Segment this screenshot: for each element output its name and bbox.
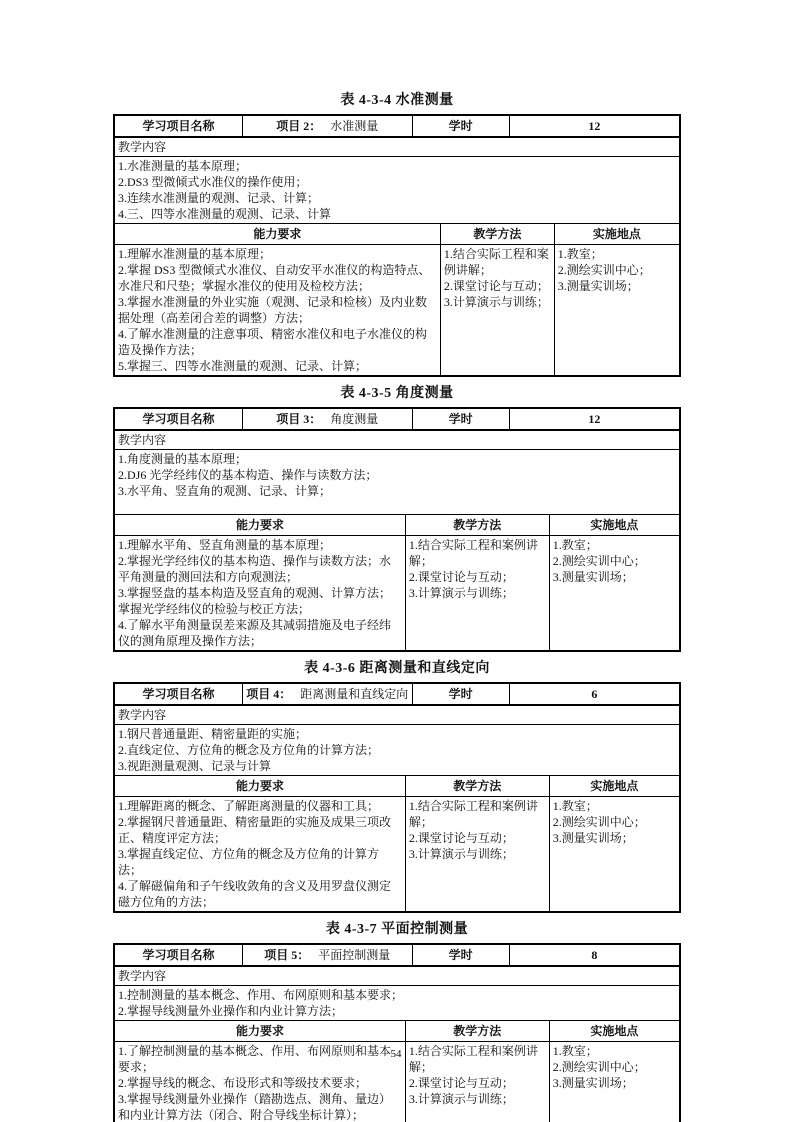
- text-line: 3.测量实训场；: [552, 831, 634, 845]
- project-name: 平面控制测量: [318, 948, 391, 962]
- text-line: 4.了解水平角测量误差来源及其减弱措施及电子经纬仪的测角原理及操作方法；: [118, 618, 392, 648]
- location-label: 实施地点: [554, 224, 679, 244]
- content-text: [115, 725, 679, 775]
- page-number: 54: [390, 1048, 402, 1060]
- hours-value: 6: [509, 684, 679, 704]
- section-header-row: [115, 514, 679, 535]
- content-row: [115, 985, 679, 1020]
- section-header-row: [115, 775, 679, 796]
- text-line: 2.测绘实训中心；: [557, 263, 651, 277]
- section-header-row: [115, 223, 679, 244]
- table-level-survey: [113, 114, 681, 377]
- text-line: 2.课堂讨论与互动；: [408, 1076, 514, 1090]
- section-body-row: [115, 535, 679, 650]
- text-line: 2.课堂讨论与互动；: [408, 831, 514, 845]
- table-plane-control-survey: [113, 943, 681, 1122]
- text-line: 4.三、四等水准测量的观测、记录、计算: [118, 207, 332, 221]
- hours-label: 学时: [412, 116, 509, 136]
- text-line: 3.连续水准测量的观测、记录、计算；: [118, 191, 320, 205]
- table-caption-1: 表 4-3-4 水准测量: [340, 93, 454, 108]
- location-text: [549, 536, 679, 650]
- table-header-row: [115, 409, 679, 429]
- table-header-row: [115, 945, 679, 965]
- text-line: 3.计算演示与训练；: [408, 847, 514, 861]
- ability-text: [115, 797, 405, 911]
- content-label-row: [115, 704, 679, 724]
- text-line: 1.角度测量的基本原理；: [118, 452, 248, 466]
- ability-text: [115, 245, 440, 375]
- project-name-label: 学习项目名称: [142, 119, 215, 133]
- text-line: 1.理解水平角、竖直角测量的基本原理；: [118, 538, 332, 552]
- text-line: 1.控制测量的基本概念、作用、布网原则和基本要求；: [118, 988, 404, 1002]
- text-line: 1.结合实际工程和案例讲解；: [408, 1044, 538, 1074]
- text-line: 2.掌握导线测量外业操作和内业计算方法；: [118, 1004, 344, 1018]
- content-label-row: [115, 429, 679, 449]
- text-line: 2.直线定位、方位角的概念及方位角的计算方法；: [118, 743, 380, 757]
- text-line: 1.钢尺普通量距、精密量距的实施；: [118, 727, 308, 741]
- content-row: [115, 724, 679, 775]
- method-label: 教学方法: [405, 515, 549, 535]
- text-line: 2.DJ6 光学经纬仪的基本构造、操作与读数方法；: [118, 468, 378, 482]
- text-line: 3.掌握水准测量的外业实施（观测、记录和检核）及内业数据处理（高差闭合差的调整）方法；: [118, 295, 428, 325]
- text-line: 3.视距测量观测、记录与计算: [118, 759, 272, 773]
- section-header-row: [115, 1020, 679, 1041]
- text-line: 2.DS3 型微倾式水准仪的操作使用；: [118, 175, 308, 189]
- project-name-label: 学习项目名称: [142, 687, 215, 701]
- text-line: 1.教室；: [552, 1044, 598, 1058]
- text-line: 1.理解水准测量的基本原理；: [118, 247, 272, 261]
- text-line: 2.测绘实训中心；: [552, 554, 646, 568]
- text-line: 3.计算演示与训练；: [408, 586, 514, 600]
- project-name: 距离测量和直线定向: [300, 687, 409, 701]
- text-line: 1.结合实际工程和案例讲解；: [443, 247, 549, 277]
- method-text: [440, 245, 554, 375]
- content-label: 教学内容: [118, 433, 167, 447]
- text-line: 3.水平角、竖直角的观测、记录、计算；: [118, 484, 332, 498]
- project-name-label: 学习项目名称: [142, 412, 215, 426]
- location-label: 实施地点: [549, 1021, 679, 1041]
- method-label: 教学方法: [405, 776, 549, 796]
- section-body-row: [115, 244, 679, 375]
- project-name-label: 学习项目名称: [142, 948, 215, 962]
- text-line: 1.理解距离的概念、了解距离测量的仪器和工具；: [118, 799, 380, 813]
- text-line: 1.教室；: [557, 247, 603, 261]
- table-header-row: [115, 684, 679, 704]
- hours-label: 学时: [412, 684, 509, 704]
- table-caption-3: 表 4-3-6 距离测量和直线定向: [304, 661, 490, 676]
- project-cell: [242, 409, 412, 429]
- text-line: 3.计算演示与训练；: [443, 295, 549, 309]
- content-label: 教学内容: [118, 140, 167, 154]
- ability-label: 能力要求: [253, 227, 302, 241]
- table-caption-4: 表 4-3-7 平面控制测量: [325, 922, 469, 937]
- project-label: 项目 4：: [246, 687, 292, 701]
- hours-label: 学时: [412, 945, 509, 965]
- method-label: 教学方法: [440, 224, 554, 244]
- content-text: [115, 986, 679, 1020]
- ability-text: [115, 536, 405, 650]
- text-line: 2.测绘实训中心；: [552, 815, 646, 829]
- hours-value: 8: [509, 945, 679, 965]
- method-text: [405, 797, 549, 911]
- project-cell: [242, 945, 412, 965]
- content-label-row: [115, 136, 679, 156]
- text-line: 3.测量实训场；: [552, 570, 634, 584]
- text-line: 2.课堂讨论与互动；: [408, 570, 514, 584]
- ability-label: 能力要求: [235, 518, 284, 532]
- text-line: 1.教室；: [552, 799, 598, 813]
- project-label: 项目 3：: [276, 412, 322, 426]
- location-text: [549, 797, 679, 911]
- location-label: 实施地点: [549, 776, 679, 796]
- location-text: [554, 245, 679, 375]
- text-line: 1.教室；: [552, 538, 598, 552]
- project-label: 项目 5：: [264, 948, 310, 962]
- text-line: 1.结合实际工程和案例讲解；: [408, 538, 538, 568]
- content-label: 教学内容: [118, 969, 167, 983]
- text-line: 3.测量实训场；: [557, 279, 639, 293]
- text-line: 2.测绘实训中心；: [552, 1060, 646, 1074]
- section-body-row: [115, 796, 679, 911]
- text-line: 3.掌握导线测量外业操作（踏勘选点、测角、量边）和内业计算方法（闭合、附合导线坐标计算）；: [118, 1092, 392, 1122]
- project-cell: [242, 116, 412, 136]
- hours-value: 12: [509, 116, 679, 136]
- table-caption-2: 表 4-3-5 角度测量: [340, 386, 454, 401]
- content-row: [115, 449, 679, 514]
- project-label: 项目 2：: [276, 119, 322, 133]
- content-label: 教学内容: [118, 708, 167, 722]
- text-line: 5.掌握三、四等水准测量的观测、记录、计算；: [118, 359, 368, 373]
- table-angle-survey: [113, 407, 681, 652]
- content-label-row: [115, 965, 679, 985]
- text-line: 3.测量实训场；: [552, 1076, 634, 1090]
- text-line: 4.了解磁偏角和子午线收敛角的含义及用罗盘仪测定磁方位角的方法；: [118, 879, 392, 909]
- project-cell: [242, 684, 412, 704]
- location-label: 实施地点: [549, 515, 679, 535]
- ability-label: 能力要求: [235, 779, 284, 793]
- text-line: 2.掌握导线的概念、布设形式和等级技术要求；: [118, 1076, 368, 1090]
- text-line: 2.课堂讨论与互动；: [443, 279, 549, 293]
- hours-value: 12: [509, 409, 679, 429]
- method-text: [405, 536, 549, 650]
- table-distance-survey: [113, 682, 681, 913]
- text-line: 2.掌握光学经纬仪的基本构造、操作与读数方法；水平角测量的测回法和方向观测法；: [118, 554, 392, 584]
- text-line: 3.掌握竖盘的基本构造及竖直角的观测、计算方法；掌握光学经纬仪的检验与校正方法；: [118, 586, 392, 616]
- text-line: 2.掌握 DS3 型微倾式水准仪、自动安平水准仪的构造特点、水准尺和尺垫；掌握水准仪的使用及检校方法；: [118, 263, 431, 293]
- text-line: 1.结合实际工程和案例讲解；: [408, 799, 538, 829]
- project-name: 水准测量: [330, 119, 379, 133]
- project-name: 角度测量: [330, 412, 379, 426]
- text-line: 1.了解控制测量的基本概念、作用、布网原则和基本要求；: [118, 1044, 392, 1074]
- hours-label: 学时: [412, 409, 509, 429]
- text-line: 3.计算演示与训练；: [408, 1092, 514, 1106]
- content-text: [115, 157, 679, 223]
- ability-label: 能力要求: [235, 1024, 284, 1038]
- text-line: 1.水准测量的基本原理；: [118, 159, 248, 173]
- content-text: [115, 450, 679, 514]
- text-line: 4.了解水准测量的注意事项、精密水准仪和电子水准仪的构造及操作方法；: [118, 327, 428, 357]
- text-line: 2.掌握钢尺普通量距、精密量距的实施及成果三项改正、精度评定方法；: [118, 815, 392, 845]
- content-row: [115, 156, 679, 223]
- text-line: 3.掌握直线定位、方位角的概念及方位角的计算方法；: [118, 847, 380, 877]
- table-header-row: [115, 116, 679, 136]
- method-label: 教学方法: [405, 1021, 549, 1041]
